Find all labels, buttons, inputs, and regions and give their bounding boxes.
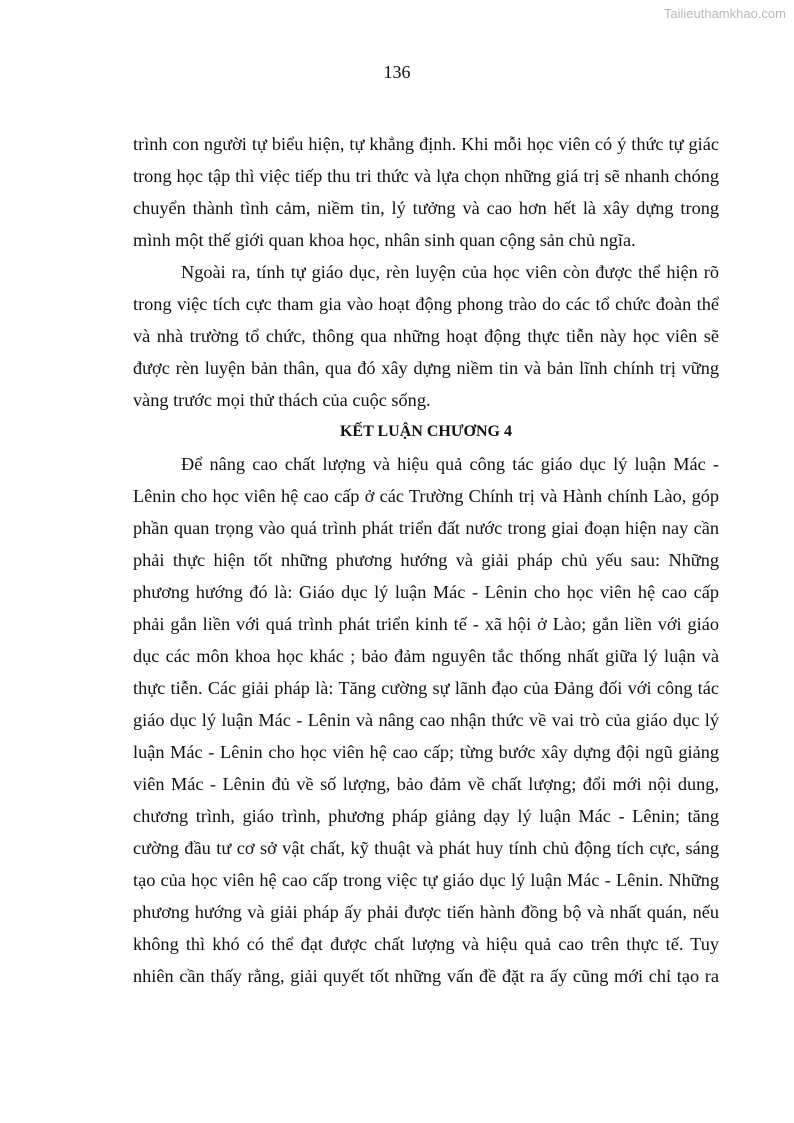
text-line: chương trình, giáo trình, phương pháp giảng dạy lý luận Mác - Lênin; tăng [133,806,719,826]
text-line: được rèn luyện bản thân, qua đó xây dựng niềm tin và bản lĩnh chính trị vững [133,358,719,378]
text-line: chuyển thành tình cảm, niềm tin, lý tưởng và cao hơn hết là xây dựng trong [133,198,719,218]
text-line: Lênin cho học viên hệ cao cấp ở các Trường Chính trị và Hành chính Lào, góp [133,486,719,506]
text-line: trình con người tự biểu hiện, tự khẳng định. Khi mỗi học viên có ý thức tự giác [133,134,719,154]
text-line: tạo của học viên hệ cao cấp trong việc tự giáo dục lý luận Mác - Lênin. Những [133,870,719,890]
text-line: thực tiễn. Các giải pháp là: Tăng cường sự lãnh đạo của Đảng đối với công tác [133,678,719,698]
text-line: phần quan trọng vào quá trình phát triển đất nước trong giai đoạn hiện nay cần [133,518,719,538]
text-line: cường đầu tư cơ sở vật chất, kỹ thuật và phát huy tính chủ động tích cực, sáng [133,838,719,858]
text-line: và nhà trường tổ chức, thông qua những hoạt động thực tiễn này học viên sẽ [133,326,719,346]
text-line: giáo dục lý luận Mác - Lênin và nâng cao nhận thức về vai trò của giáo dục lý [133,710,719,730]
text-line: vàng trước mọi thử thách của cuộc sống. [133,390,431,410]
text-line: mình một thế giới quan khoa học, nhân sinh quan cộng sản chủ ngĩa. [133,230,636,250]
conclusion-paragraph [133,448,719,992]
text-line: không thì khó có thể đạt được chất lượng và hiệu quả cao trên thực tế. Tuy [133,934,719,954]
paragraph [133,128,719,256]
text-line: trong học tập thì việc tiếp thu tri thức và lựa chọn những giá trị sẽ nhanh chóng [133,166,719,186]
text-line: viên Mác - Lênin đủ về số lượng, bảo đảm về chất lượng; đổi mới nội dung, [133,774,719,794]
document-body [133,128,719,992]
text-line: nhiên cần thấy rằng, giải quyết tốt những vấn đề đặt ra ấy cũng mới chỉ tạo ra [133,966,719,986]
text-line: phương hướng đó là: Giáo dục lý luận Mác - Lênin cho học viên hệ cao cấp [133,582,719,602]
text-line: phải gắn liền với quá trình phát triển kinh tế - xã hội ở Lào; gắn liền với giáo [133,614,719,634]
text-line: Để nâng cao chất lượng và hiệu quả công tác giáo dục lý luận Mác - [181,454,719,474]
text-line: Ngoài ra, tính tự giáo dục, rèn luyện của học viên còn được thể hiện rõ [181,262,719,282]
text-line: dục các môn khoa học khác ; bảo đảm nguyên tắc thống nhất giữa lý luận và [133,646,719,666]
paragraph [133,256,719,416]
watermark: Tailieuthamkhao.com [663,6,786,21]
text-line: luận Mác - Lênin cho học viên hệ cao cấp; từng bước xây dựng đội ngũ giảng [133,742,719,762]
page-number: 136 [383,62,411,82]
section-heading: KẾT LUẬN CHƯƠNG 4 [339,423,512,440]
text-line: phương hướng và giải pháp ấy phải được tiến hành đồng bộ và nhất quán, nếu [133,902,719,922]
text-line: phải thực hiện tốt những phương hướng và giải pháp chủ yếu sau: Những [133,550,719,570]
text-line: trong việc tích cực tham gia vào hoạt động phong trào do các tổ chức đoàn thể [133,294,719,314]
